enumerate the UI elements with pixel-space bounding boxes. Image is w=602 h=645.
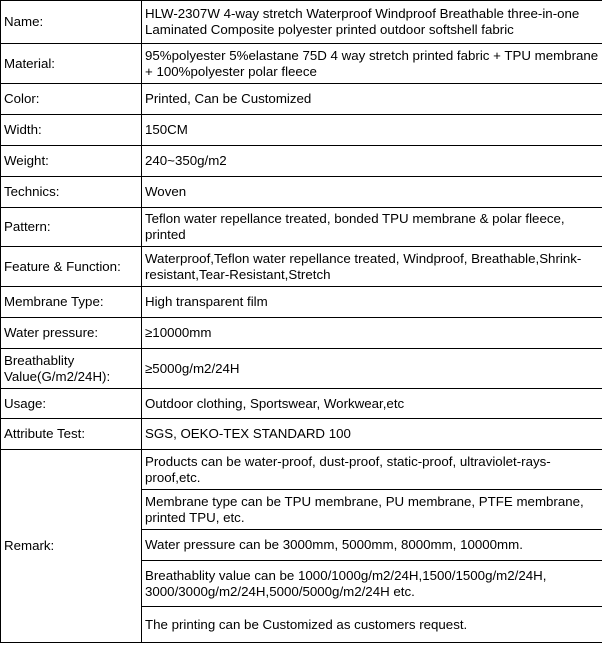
spec-label: Material: [1, 44, 142, 84]
spec-value: Outdoor clothing, Sportswear, Workwear,etc [142, 389, 602, 419]
spec-label: Width: [1, 115, 142, 146]
spec-value: ≥5000g/m2/24H [142, 349, 602, 389]
spec-row-attribute-test [1, 419, 602, 450]
remark-item: Products can be water-proof, dust-proof, static-proof, ultraviolet-rays-proof,etc. [142, 450, 602, 490]
spec-label: Usage: [1, 389, 142, 419]
spec-row-name [1, 1, 602, 44]
spec-row-weight [1, 146, 602, 177]
spec-value: High transparent film [142, 287, 602, 318]
spec-row-usage [1, 389, 602, 419]
spec-value: 240~350g/m2 [142, 146, 602, 177]
remark-item: The printing can be Customized as customers request. [142, 607, 602, 643]
spec-label: Name: [1, 1, 142, 44]
spec-label: Pattern: [1, 208, 142, 247]
spec-row-pattern [1, 208, 602, 247]
spec-row-feature-function [1, 247, 602, 287]
spec-label: Attribute Test: [1, 419, 142, 450]
remark-item: Membrane type can be TPU membrane, PU membrane, PTFE membrane, printed TPU, etc. [142, 490, 602, 530]
spec-row-breathability [1, 349, 602, 389]
spec-row-color [1, 84, 602, 115]
spec-value: ≥10000mm [142, 318, 602, 349]
spec-row-membrane-type [1, 287, 602, 318]
spec-label: Technics: [1, 177, 142, 208]
spec-row-technics [1, 177, 602, 208]
spec-label: Feature & Function: [1, 247, 142, 287]
spec-label: Membrane Type: [1, 287, 142, 318]
spec-row-material [1, 44, 602, 84]
remark-item: Breathablity value can be 1000/1000g/m2/24H,1500/1500g/m2/24H, 3000/3000g/m2/24H,5000/5000g/m2/24H etc. [142, 561, 602, 607]
spec-value: 95%polyester 5%elastane 75D 4 way stretch printed fabric + TPU membrane + 100%polyester polar fleece [142, 44, 602, 84]
spec-value: Waterproof,Teflon water repellance treated, Windproof, Breathable,Shrink-resistant,Tear-Resistant,Stretch [142, 247, 602, 287]
spec-label: Breathablity Value(G/m2/24H): [1, 349, 142, 389]
spec-row-width [1, 115, 602, 146]
spec-value: Printed, Can be Customized [142, 84, 602, 115]
spec-value: Teflon water repellance treated, bonded TPU membrane & polar fleece, printed [142, 208, 602, 247]
remark-label: Remark: [1, 450, 142, 643]
spec-value: 150CM [142, 115, 602, 146]
spec-row-water-pressure [1, 318, 602, 349]
spec-label: Color: [1, 84, 142, 115]
spec-value: HLW-2307W 4-way stretch Waterproof Windproof Breathable three-in-one Laminated Composite polyester printed outdoor softshell fabric [142, 1, 602, 44]
spec-label: Weight: [1, 146, 142, 177]
remark-row [1, 450, 602, 490]
spec-label: Water pressure: [1, 318, 142, 349]
remark-item: Water pressure can be 3000mm, 5000mm, 8000mm, 10000mm. [142, 530, 602, 561]
spec-value: Woven [142, 177, 602, 208]
spec-value: SGS, OEKO-TEX STANDARD 100 [142, 419, 602, 450]
